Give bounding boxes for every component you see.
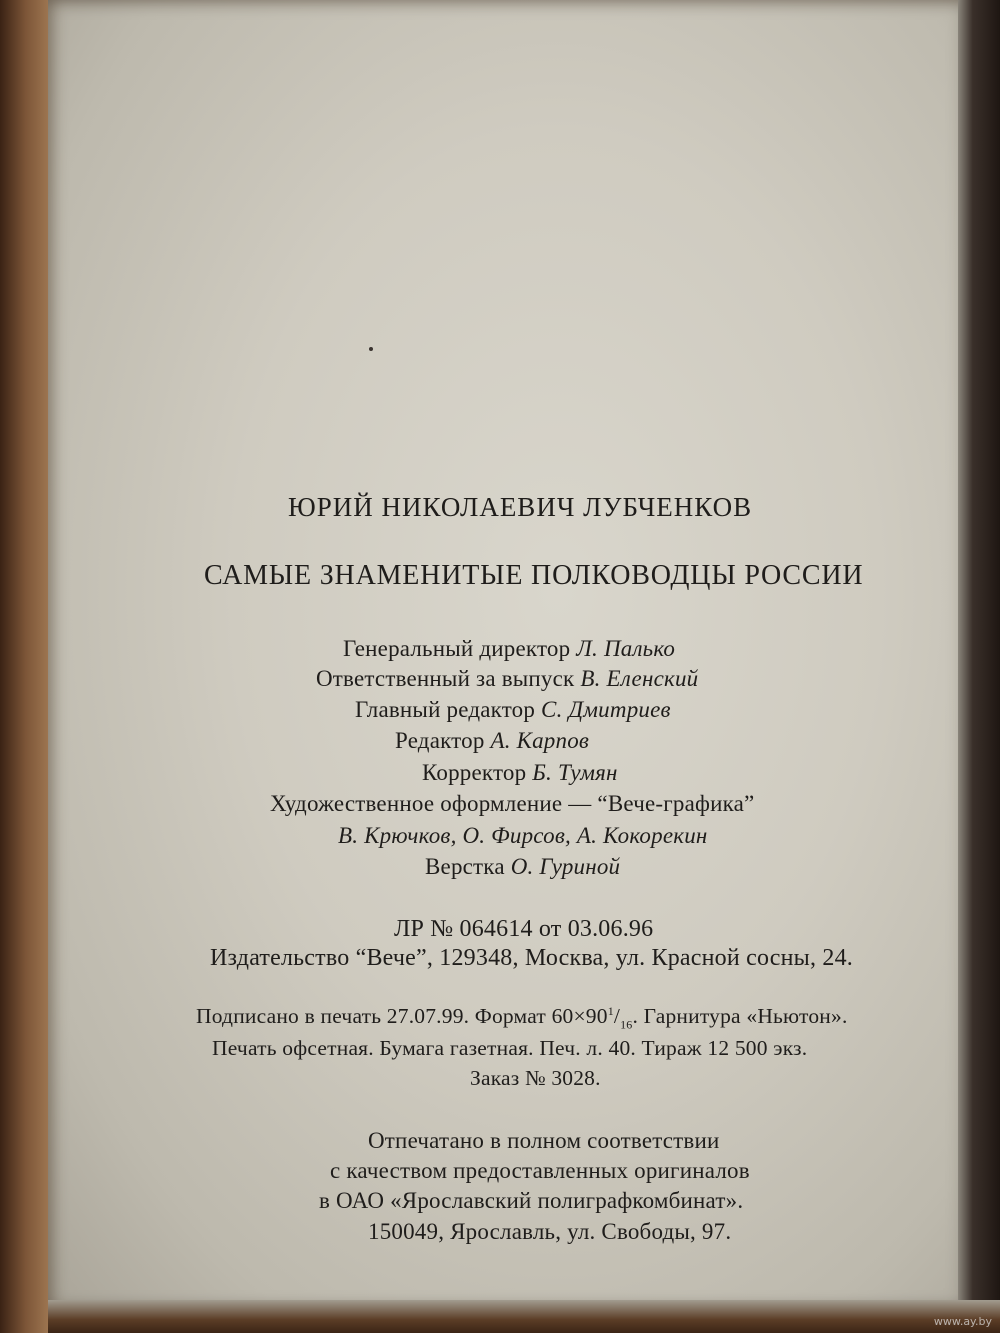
- printer-line: 150049, Ярославль, ул. Свободы, 97.: [368, 1219, 732, 1244]
- credit-line: [395, 728, 589, 754]
- publisher-address: Издательство “Вече”, 129348, Москва, ул. Красной сосны, 24.: [210, 945, 853, 971]
- credit-role: Верстка: [425, 854, 505, 879]
- book-title: САМЫЕ ЗНАМЕНИТЫЕ ПОЛКОВОДЦЫ РОССИИ: [204, 560, 864, 591]
- credit-line: [270, 791, 754, 817]
- credit-role: Корректор: [422, 760, 527, 785]
- credit-role: Художественное оформление — “Вече-графика”: [270, 791, 755, 816]
- order-number: Заказ № 3028.: [470, 1066, 601, 1090]
- credit-person: В. Крючков, О. Фирсов, А. Кокорекин: [338, 823, 708, 848]
- print-info-text: Подписано в печать 27.07.99. Формат 60×90: [196, 1004, 608, 1029]
- credit-person: В. Еленский: [580, 666, 699, 691]
- format-numerator: 1: [607, 1004, 614, 1018]
- credit-role: Ответственный за выпуск: [316, 666, 575, 691]
- credit-role: Главный редактор: [355, 697, 536, 722]
- credit-line: [316, 666, 698, 692]
- book-bottom-edge: [48, 1300, 1000, 1333]
- print-info-line: Печать офсетная. Бумага газетная. Печ. л. 40. Тираж 12 500 экз.: [212, 1036, 808, 1060]
- credit-line: [422, 760, 618, 786]
- print-info-line: Подписано в печать 27.07.99. Формат $60\times 90^1/_{16}$. Гарнитура «Ньютон».: [196, 1004, 848, 1032]
- printer-line: Отпечатано в полном соответствии: [368, 1128, 720, 1153]
- credit-line: [355, 697, 671, 723]
- credit-person: А. Карпов: [490, 728, 590, 753]
- printer-line: с качеством предоставленных оригиналов: [330, 1158, 750, 1183]
- license-number: ЛР № 064614 от 03.06.96: [394, 916, 654, 942]
- book-cover-edge: [0, 0, 52, 1333]
- watermark: www.ay.by: [933, 1315, 992, 1328]
- credit-line: [338, 823, 708, 849]
- credit-role: Генеральный директор: [343, 636, 571, 661]
- print-info-text: . Гарнитура «Ньютон».: [632, 1004, 848, 1029]
- page-stack-shadow: [958, 0, 1000, 1333]
- credit-role: Редактор: [395, 728, 485, 753]
- credit-person: С. Дмитриев: [541, 697, 671, 722]
- printer-line: в ОАО «Ярославский полиграфкомбинат».: [319, 1188, 744, 1213]
- paper-speck: [369, 347, 373, 351]
- credit-person: Л. Палько: [576, 636, 676, 661]
- author-name: ЮРИЙ НИКОЛАЕВИЧ ЛУБЧЕНКОВ: [288, 492, 753, 522]
- credit-person: О. Гуриной: [510, 854, 621, 879]
- credit-person: Б. Тумян: [532, 760, 618, 785]
- credit-line: [425, 854, 620, 880]
- format-denominator: 16: [620, 1017, 633, 1032]
- credit-line: [343, 636, 675, 662]
